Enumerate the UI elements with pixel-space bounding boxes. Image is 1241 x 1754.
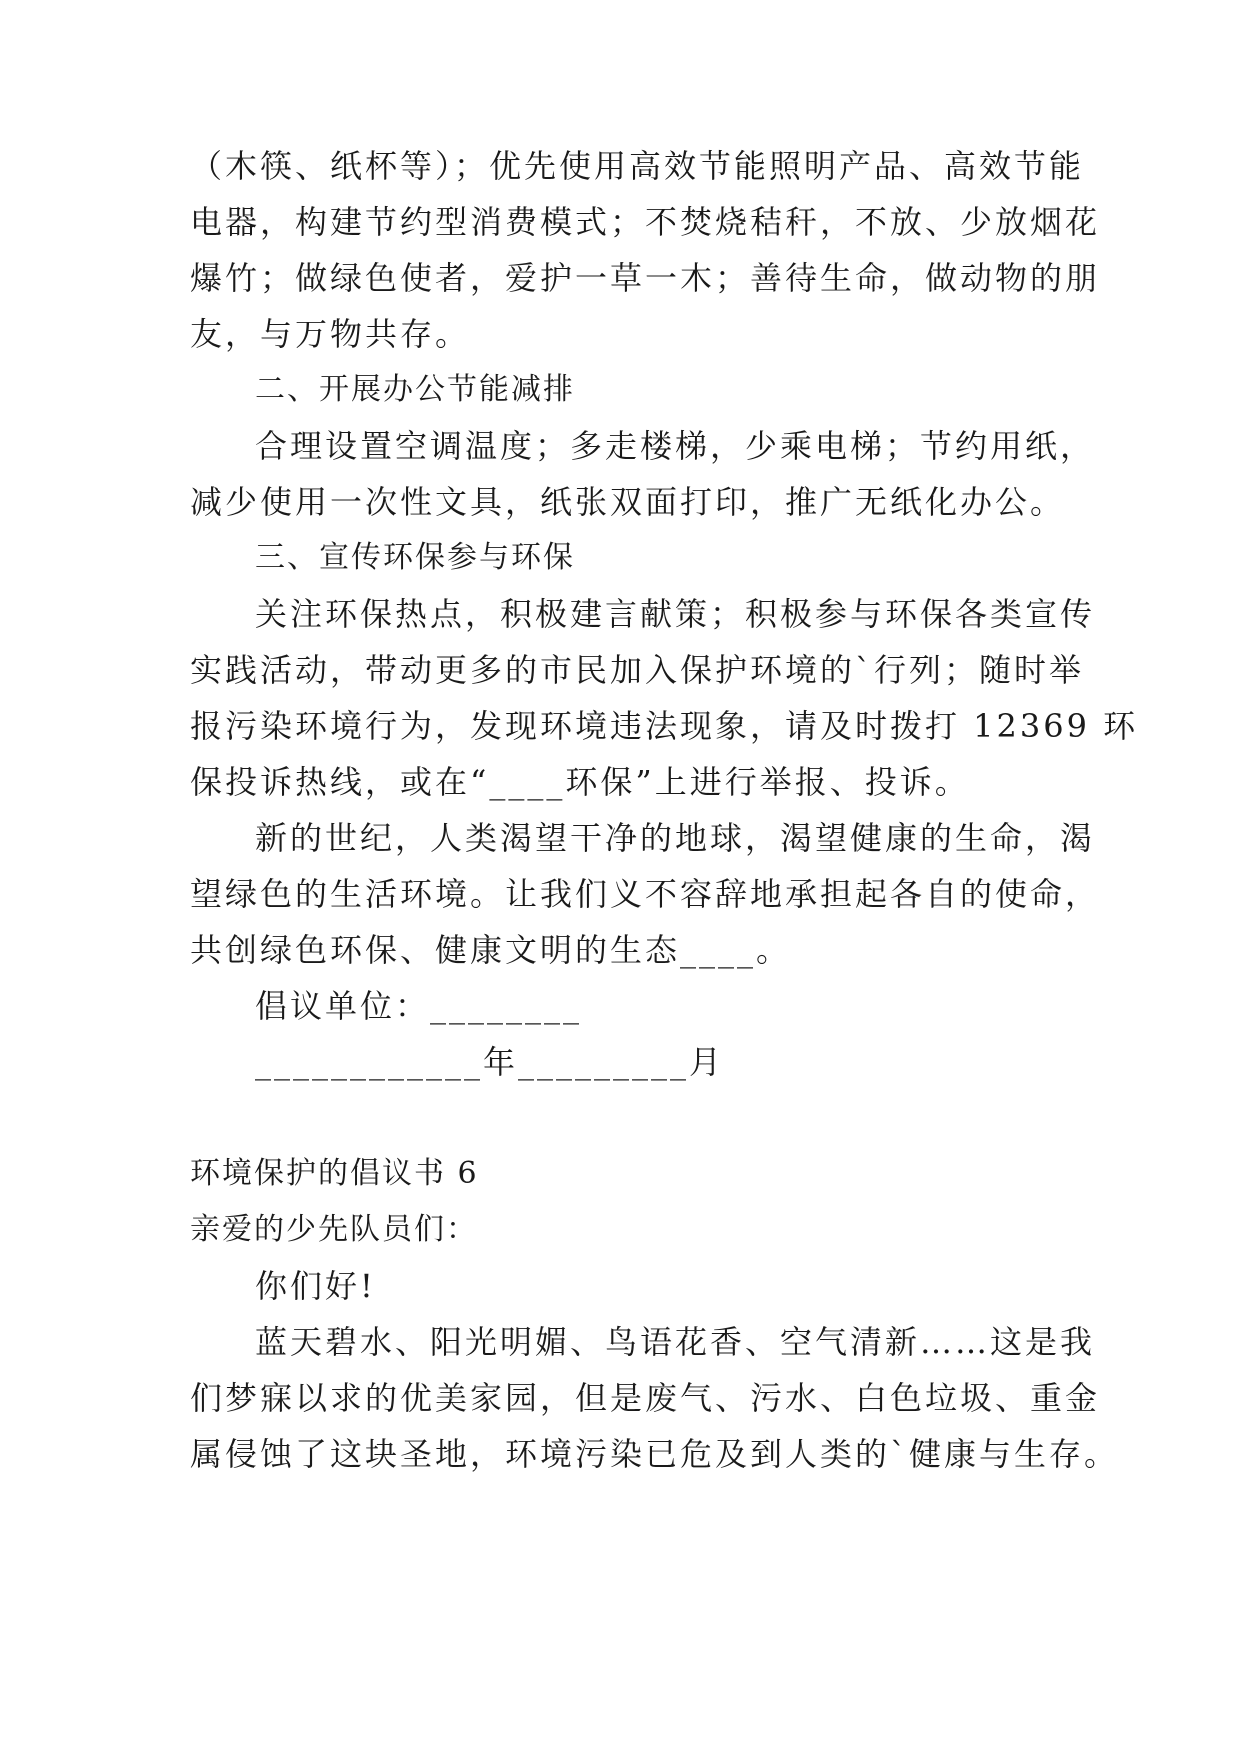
paragraph-line: 友，与万物共存。 bbox=[190, 315, 471, 353]
paragraph-line: 蓝天碧水、阳光明媚、鸟语花香、空气清新……这是我 bbox=[255, 1323, 1096, 1361]
paragraph-line: （木筷、纸杯等）；优先使用高效节能照明产品、高效节能 bbox=[190, 147, 1085, 185]
paragraph-line: 减少使用一次性文具，纸张双面打印，推广无纸化办公。 bbox=[190, 483, 1066, 521]
signature-date: ____________年_________月 bbox=[255, 1043, 725, 1081]
paragraph-line: 望绿色的生活环境。让我们义不容辞地承担起各自的使命， bbox=[190, 875, 1101, 913]
document-title: 环境保护的倡议书 6 bbox=[190, 1156, 479, 1191]
section-heading: 三、宣传环保参与环保 bbox=[255, 540, 575, 575]
paragraph-line: 爆竹；做绿色使者，爱护一草一木；善待生命，做动物的朋 bbox=[190, 259, 1101, 297]
paragraph-line: 新的世纪，人类渴望干净的地球，渴望健康的生命，渴 bbox=[255, 819, 1096, 857]
paragraph-line: 电器，构建节约型消费模式；不焚烧秸秆，不放、少放烟花 bbox=[190, 203, 1101, 241]
paragraph-line: 们梦寐以求的优美家园，但是废气、污水、白色垃圾、重金 bbox=[190, 1379, 1101, 1417]
paragraph-line: 共创绿色环保、健康文明的生态____。 bbox=[190, 931, 792, 969]
salutation: 亲爱的少先队员们： bbox=[190, 1212, 478, 1247]
signature-unit: 倡议单位：________ bbox=[255, 987, 583, 1025]
paragraph-line: 关注环保热点，积极建言献策；积极参与环保各类宣传 bbox=[255, 595, 1096, 633]
paragraph-line: 实践活动，带动更多的市民加入保护环境的`行列；随时举 bbox=[190, 651, 1085, 689]
paragraph-line: 报污染环境行为，发现环境违法现象，请及时拨打 12369 环 bbox=[190, 707, 1139, 745]
greeting: 你们好! bbox=[255, 1267, 376, 1305]
paragraph-line: 合理设置空调温度；多走楼梯，少乘电梯；节约用纸， bbox=[255, 427, 1096, 465]
paragraph-line: 属侵蚀了这块圣地，环境污染已危及到人类的`健康与生存。 bbox=[190, 1435, 1120, 1473]
paragraph-line: 保投诉热线，或在“____环保”上进行举报、投诉。 bbox=[190, 763, 970, 801]
section-heading: 二、开展办公节能减排 bbox=[255, 372, 575, 407]
